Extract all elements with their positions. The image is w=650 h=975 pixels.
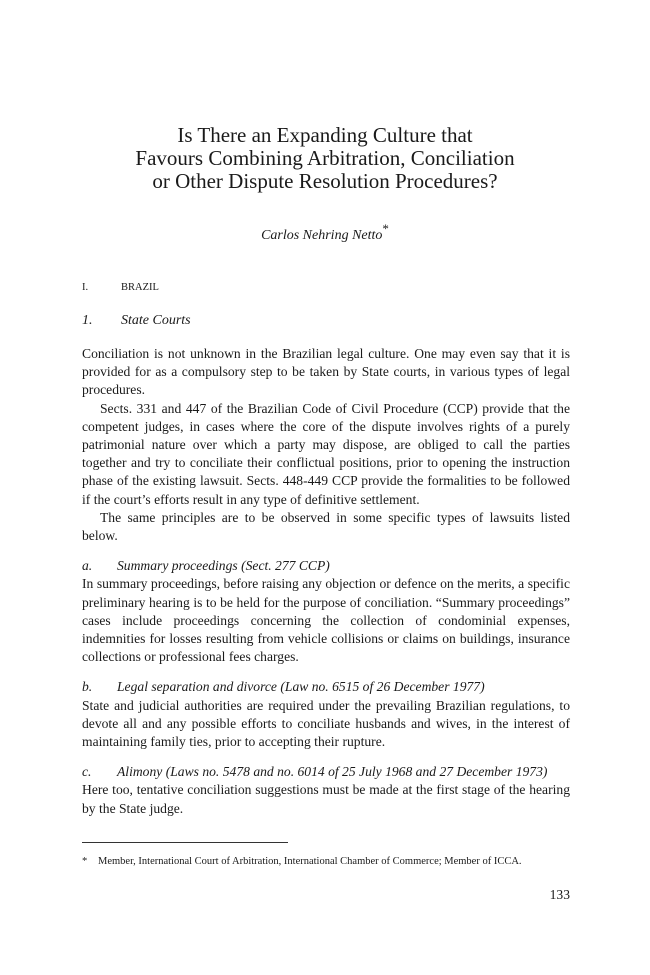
section-title: BRAZIL (121, 282, 159, 293)
body-text (82, 345, 570, 818)
item-b (82, 678, 570, 751)
paragraph-3: The same principles are to be observed in some specific types of lawsuits listed below. (82, 509, 570, 544)
item-a-heading-text: Summary proceedings (Sect. 277 CCP) (117, 558, 330, 574)
section-number: I. (82, 282, 89, 293)
item-a (82, 557, 570, 666)
footnote (82, 855, 582, 869)
item-a-text: In summary proceedings, before raising any objection or defence on the merits, a specific preliminary hearing is to be held for the purpose of conciliation. “Summary proceedings” cases include proceedings concerning the collection of condominial expenses, indemnities for losses resulting from vehicle collisions or claims on buildings, insurance collections or professional fees charges. (82, 576, 570, 665)
article-title (60, 124, 590, 193)
paragraph-2: Sects. 331 and 447 of the Brazilian Code of Civil Procedure (CCP) provide that the competent judges, in cases where the core of the dispute involves rights of a purely patrimonial nature over which a party may dispose, are obliged to call the parties together and try to conciliate their conflictual positions, prior to opening the instruction phase of the existing lawsuit. Sects. 448-449 CCP provide the formalities to be followed if the court’s efforts result in any type of definitive settlement. (82, 400, 570, 507)
item-c-letter: c. (82, 764, 92, 780)
item-c-text: Here too, tentative conciliation suggestions must be made at the first stage of the hearing by the State judge. (82, 782, 570, 816)
item-b-heading-text: Legal separation and divorce (Law no. 6515 of 26 December 1977) (117, 679, 485, 695)
item-c-heading (82, 763, 570, 781)
subsection-title: State Courts (121, 313, 191, 328)
page-number: 133 (549, 887, 570, 902)
paragraph-1: Conciliation is not unknown in the Brazilian legal culture. One may even say that it is provided for as a compulsory step to be taken by State courts, in various types of legal procedures. (82, 346, 570, 398)
footnote-mark: * (82, 856, 88, 867)
title-line-2: Favours Combining Arbitration, Conciliation (135, 146, 515, 170)
item-a-heading (82, 557, 570, 575)
author-footnote-mark: * (382, 221, 389, 236)
item-b-letter: b. (82, 679, 93, 695)
subsection-number: 1. (82, 313, 93, 328)
item-c (82, 763, 570, 818)
item-c-heading-text: Alimony (Laws no. 5478 and no. 6014 of 25 July 1968 and 27 December 1973) (117, 764, 548, 780)
item-b-text: State and judicial authorities are required under the prevailing Brazilian regulations, to devote all and any possible efforts to conciliate husbands and wives, in the interest of maintaining family ties, prior to accepting their rupture. (82, 697, 570, 750)
subsection-heading (82, 312, 191, 330)
item-b-heading (82, 678, 570, 696)
author-name: Carlos Nehring Netto (261, 228, 383, 243)
footnote-divider (82, 842, 288, 843)
footnote-text: Member, International Court of Arbitration, International Chamber of Commerce; Member of ICCA. (98, 856, 522, 867)
author-line (60, 221, 590, 245)
title-line-3: or Other Dispute Resolution Procedures? (152, 169, 498, 193)
title-line-1: Is There an Expanding Culture that (177, 123, 473, 147)
item-a-letter: a. (82, 558, 93, 574)
section-heading (82, 281, 159, 295)
